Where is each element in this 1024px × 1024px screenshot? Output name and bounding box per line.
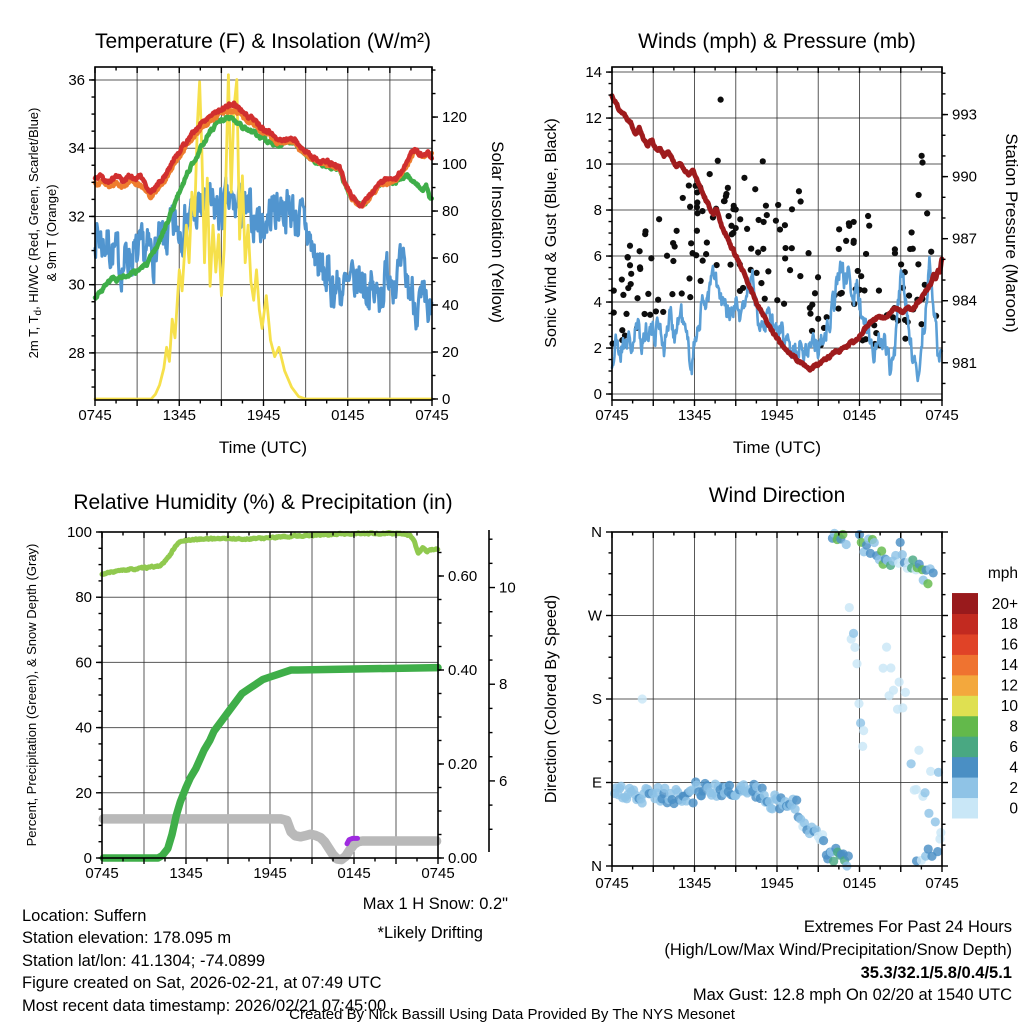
y-tick-label: 20 bbox=[442, 343, 459, 361]
gust-dot bbox=[637, 248, 643, 254]
footer-location: Location: Suffern bbox=[22, 907, 147, 925]
gust-dot bbox=[655, 297, 661, 303]
wind-direction-dot bbox=[689, 798, 698, 807]
temp-xlabel: Time (UTC) bbox=[218, 438, 308, 457]
y-tick-label: 987 bbox=[952, 230, 978, 248]
wind-direction-dot bbox=[924, 809, 933, 818]
gust-dot bbox=[627, 262, 633, 268]
gust-dot bbox=[627, 243, 633, 249]
gust-dot bbox=[835, 305, 841, 311]
y-tick-label: 100 bbox=[66, 524, 92, 541]
colorbar-label: 20+ bbox=[991, 595, 1018, 613]
colorbar-swatch bbox=[952, 695, 978, 716]
gust-dot bbox=[760, 158, 766, 164]
gust-dot bbox=[698, 278, 704, 284]
x-tick-label: 1345 bbox=[162, 407, 196, 424]
insolation-ylabel: Solar Insolation (Yellow) bbox=[488, 141, 507, 323]
y-tick-label: 8 bbox=[593, 202, 602, 220]
gust-dot bbox=[660, 309, 666, 315]
y-tick-label: 120 bbox=[442, 109, 468, 127]
wind-direction-dot bbox=[838, 530, 847, 539]
gust-dot bbox=[762, 296, 768, 302]
y-tick-label: 0 bbox=[442, 390, 451, 408]
x-tick-label: 0745 bbox=[421, 865, 455, 882]
gust-dot bbox=[756, 217, 762, 223]
extremes-title: Extremes For Past 24 Hours bbox=[803, 918, 1012, 936]
y-tick-label: 80 bbox=[442, 203, 459, 221]
gust-dot bbox=[703, 251, 709, 257]
gust-dot bbox=[723, 191, 729, 197]
gust-dot bbox=[647, 312, 653, 318]
x-tick-label: 0745 bbox=[85, 865, 119, 882]
gust-dot bbox=[796, 188, 802, 194]
y-tick-label: 993 bbox=[952, 106, 978, 124]
gust-dot bbox=[807, 305, 813, 311]
y-tick-label: 28 bbox=[68, 344, 85, 362]
rh-ylabel: Percent, Precipitation (Green), & Snow Depth (Gray) bbox=[24, 543, 39, 847]
gust-dot bbox=[731, 203, 737, 209]
gust-dot bbox=[737, 216, 743, 222]
gust-dot bbox=[648, 255, 654, 261]
extremes-subtitle: (High/Low/Max Wind/Precipitation/Snow Depth) bbox=[664, 941, 1012, 959]
gust-dot bbox=[915, 261, 921, 267]
gust-dot bbox=[892, 246, 898, 252]
y-tick-label: 60 bbox=[75, 654, 92, 672]
direction-tick-label: N bbox=[591, 524, 602, 541]
gust-dot bbox=[863, 336, 869, 342]
x-tick-label: 0745 bbox=[415, 407, 449, 424]
rh-precip-plot bbox=[67, 524, 516, 882]
x-tick-label: 0145 bbox=[337, 865, 371, 882]
gust-dot bbox=[815, 316, 821, 322]
y-tick-label: 100 bbox=[442, 156, 468, 174]
sonic-wind-ylabel: Sonic Wind & Gust (Blue, Black) bbox=[543, 118, 560, 348]
gust-dot bbox=[782, 222, 788, 228]
direction-tick-label: E bbox=[591, 774, 602, 792]
gust-dot bbox=[707, 171, 713, 177]
colorbar-swatch bbox=[952, 777, 978, 798]
wind-direction-dot bbox=[849, 629, 858, 638]
gust-dot bbox=[787, 267, 793, 273]
colorbar-label: 10 bbox=[1000, 698, 1018, 716]
gust-dot bbox=[760, 246, 766, 252]
gust-dot bbox=[916, 192, 922, 198]
gust-dot bbox=[752, 186, 758, 192]
gust-dot bbox=[687, 294, 693, 300]
colorbar-label: 0 bbox=[1009, 800, 1018, 818]
colorbar-swatch bbox=[952, 614, 978, 635]
gust-dot bbox=[789, 245, 795, 251]
y-tick-label: 0.60 bbox=[448, 567, 478, 585]
gust-dot bbox=[839, 290, 845, 296]
gust-dot bbox=[753, 270, 759, 276]
colorbar-swatch bbox=[952, 757, 978, 778]
footer-latlon: Station lat/lon: 41.1304; -74.0899 bbox=[22, 952, 266, 970]
direction-tick-label: N bbox=[591, 858, 602, 875]
gust-dot bbox=[928, 249, 934, 255]
gust-dot bbox=[664, 253, 670, 259]
gust-dot bbox=[851, 219, 857, 225]
gust-dot bbox=[765, 268, 771, 274]
wind-direction-dot bbox=[933, 847, 942, 856]
gust-dot bbox=[861, 287, 867, 293]
gust-dot bbox=[773, 218, 779, 224]
x-tick-label: 1345 bbox=[677, 407, 712, 424]
x-tick-label: 0145 bbox=[842, 875, 877, 892]
y-tick-label: 30 bbox=[68, 276, 85, 294]
gust-dot bbox=[623, 311, 629, 317]
y-tick-label: 36 bbox=[68, 71, 85, 89]
gust-dot bbox=[625, 254, 631, 260]
gust-dot bbox=[781, 301, 787, 307]
gust-dot bbox=[699, 208, 705, 214]
colorbar-swatch bbox=[952, 675, 978, 696]
wind-xlabel: Time (UTC) bbox=[732, 438, 822, 457]
gust-dot bbox=[715, 158, 721, 164]
gust-dot bbox=[688, 240, 694, 246]
gust-dot bbox=[748, 246, 754, 252]
gust-dot bbox=[700, 258, 706, 264]
gust-dot bbox=[694, 204, 700, 210]
y-tick-label: 20 bbox=[75, 784, 92, 802]
wind-direction-dot bbox=[819, 836, 828, 845]
direction-tick-label: W bbox=[587, 607, 602, 625]
colorbar-unit-label: mph bbox=[987, 565, 1018, 582]
gust-dot bbox=[672, 243, 678, 249]
gust-dot bbox=[628, 271, 634, 277]
gust-dot bbox=[858, 273, 864, 279]
wind-direction-dot bbox=[926, 767, 935, 776]
gust-dot bbox=[902, 336, 908, 342]
wind-direction-dot bbox=[882, 643, 891, 652]
gust-dot bbox=[906, 293, 912, 299]
gust-dot bbox=[815, 274, 821, 280]
gust-dot bbox=[843, 238, 849, 244]
gust-dot bbox=[680, 195, 686, 201]
gust-dot bbox=[898, 261, 904, 267]
credit-line: Created By Nick Bassill Using Data Provided By The NYS Mesonet bbox=[289, 1006, 735, 1023]
temp-insolation-plot bbox=[26, 67, 467, 424]
y-tick-label: 40 bbox=[442, 297, 459, 315]
max-snow-note: Max 1 H Snow: 0.2" bbox=[362, 895, 508, 913]
y-tick-label: 80 bbox=[75, 589, 92, 607]
wind-direction-dot bbox=[790, 805, 799, 814]
gust-dot bbox=[924, 210, 930, 216]
gust-dot bbox=[686, 275, 692, 281]
wind-direction-dot bbox=[854, 699, 863, 708]
snow-tick-label: 6 bbox=[499, 772, 508, 790]
wind-direction-dot bbox=[858, 742, 867, 751]
gust-dot bbox=[866, 223, 872, 229]
y-tick-label: 12 bbox=[585, 110, 602, 128]
colorbar-label: 6 bbox=[1009, 738, 1018, 756]
wind-direction-dot bbox=[923, 579, 932, 588]
y-tick-label: 0 bbox=[83, 850, 92, 867]
y-tick-label: 0.00 bbox=[448, 850, 478, 867]
gust-dot bbox=[855, 268, 861, 274]
gust-dot bbox=[774, 297, 780, 303]
gust-dot bbox=[755, 249, 761, 255]
gust-dot bbox=[907, 246, 913, 252]
wind-direction-dot bbox=[842, 540, 851, 549]
x-tick-label: 1345 bbox=[169, 865, 203, 882]
snow-tick-label: 10 bbox=[499, 579, 516, 597]
colorbar-label: 2 bbox=[1009, 779, 1018, 797]
gust-dot bbox=[642, 228, 648, 234]
wind-direction-dot bbox=[936, 828, 945, 837]
x-tick-label: 0145 bbox=[842, 407, 877, 424]
wind-direction-dot bbox=[638, 798, 647, 807]
x-tick-label: 0745 bbox=[595, 407, 629, 424]
gust-dot bbox=[863, 251, 869, 257]
x-tick-label: 0745 bbox=[925, 407, 959, 424]
series-precipitation-green bbox=[103, 668, 438, 858]
wind-direction-dot bbox=[638, 694, 647, 703]
gust-dot bbox=[634, 295, 640, 301]
gust-dot bbox=[741, 175, 747, 181]
gust-dot bbox=[729, 231, 735, 237]
wind-direction-dot bbox=[889, 686, 898, 695]
y-tick-label: 2 bbox=[593, 340, 602, 358]
snow-tick-label: 8 bbox=[499, 676, 508, 694]
gust-dot bbox=[805, 250, 811, 256]
gust-dot bbox=[737, 288, 743, 294]
y-tick-label: 34 bbox=[68, 140, 85, 158]
colorbar-swatch bbox=[952, 716, 978, 737]
wind-direction-plot bbox=[588, 524, 1019, 892]
footer-created: Figure created on Sat, 2026-02-21, at 07:49 UTC bbox=[22, 974, 382, 992]
colorbar-swatch bbox=[952, 593, 978, 614]
footer-elevation: Station elevation: 178.095 m bbox=[22, 929, 232, 947]
gust-dot bbox=[620, 292, 626, 298]
y-tick-label: 981 bbox=[952, 354, 978, 372]
max-gust-dot bbox=[718, 97, 724, 103]
gust-dot bbox=[764, 212, 770, 218]
colorbar-label: 4 bbox=[1009, 759, 1018, 777]
x-tick-label: 1945 bbox=[760, 875, 794, 892]
gust-dot bbox=[727, 262, 733, 268]
y-tick-label: 10 bbox=[585, 156, 602, 174]
gust-dot bbox=[619, 327, 625, 333]
wind-direction-dot bbox=[844, 851, 853, 860]
y-tick-label: 0.40 bbox=[448, 661, 478, 679]
x-tick-label: 1345 bbox=[677, 875, 712, 892]
gust-dot bbox=[744, 226, 750, 232]
x-tick-label: 0745 bbox=[925, 875, 959, 892]
wind-chart-title: Winds (mph) & Pressure (mb) bbox=[638, 30, 916, 53]
wind-direction-dot bbox=[725, 781, 734, 790]
gust-dot bbox=[656, 216, 662, 222]
x-tick-label: 1945 bbox=[246, 407, 281, 424]
x-tick-label: 0745 bbox=[78, 407, 112, 424]
gust-dot bbox=[909, 229, 915, 235]
x-tick-label: 1945 bbox=[760, 407, 794, 424]
gust-dot bbox=[669, 291, 675, 297]
x-tick-label: 1945 bbox=[253, 865, 287, 882]
gust-dot bbox=[619, 276, 625, 282]
gust-dot bbox=[919, 153, 925, 159]
pressure-ylabel: Station Pressure (Maroon) bbox=[1002, 133, 1021, 333]
direction-tick-label: S bbox=[591, 691, 602, 708]
y-tick-label: 0.20 bbox=[448, 755, 478, 773]
temp-chart-title: Temperature (F) & Insolation (W/m²) bbox=[94, 30, 432, 53]
gust-dot bbox=[679, 290, 685, 296]
gust-dot bbox=[789, 206, 795, 212]
colorbar-swatch bbox=[952, 634, 978, 655]
wind-direction-title: Wind Direction bbox=[708, 484, 846, 507]
wind-direction-dot bbox=[907, 759, 916, 768]
wind-direction-dot bbox=[845, 603, 854, 612]
wind-direction-dot bbox=[929, 568, 938, 577]
gust-dot bbox=[670, 258, 676, 264]
temp-ylabel-line2: & 9m T (Orange) bbox=[44, 184, 59, 282]
gust-dot bbox=[797, 273, 803, 279]
footer-timestamp: Most recent data timestamp: 2026/02/21 07:45:00 bbox=[22, 997, 387, 1015]
gust-dot bbox=[641, 311, 647, 317]
y-tick-label: 14 bbox=[585, 64, 602, 82]
likely-drifting-note: *Likely Drifting bbox=[377, 924, 483, 942]
gust-dot bbox=[850, 240, 856, 246]
gust-dot bbox=[674, 228, 680, 234]
x-tick-label: 0745 bbox=[595, 875, 629, 892]
y-tick-label: 32 bbox=[68, 208, 85, 226]
gust-dot bbox=[918, 321, 924, 327]
wind-direction-dot bbox=[870, 538, 879, 547]
y-tick-label: 0 bbox=[593, 386, 602, 404]
gust-dot bbox=[782, 245, 788, 251]
y-tick-label: 990 bbox=[952, 168, 978, 186]
gust-dot bbox=[694, 228, 700, 234]
gust-dot bbox=[777, 226, 783, 232]
gust-dot bbox=[919, 159, 925, 165]
wind-direction-dot bbox=[901, 688, 910, 697]
gust-dot bbox=[807, 311, 813, 317]
colorbar-label: 14 bbox=[1000, 657, 1018, 675]
gust-dot bbox=[758, 280, 764, 286]
gust-dot bbox=[687, 204, 693, 210]
gust-dot bbox=[645, 291, 651, 297]
wind-direction-dot bbox=[912, 785, 921, 794]
y-tick-label: 984 bbox=[952, 292, 978, 310]
y-tick-label: 40 bbox=[75, 719, 92, 737]
y-tick-label: 6 bbox=[593, 248, 602, 266]
wind-direction-dot bbox=[886, 663, 895, 672]
gust-dot bbox=[812, 290, 818, 296]
colorbar-label: 8 bbox=[1009, 718, 1018, 736]
colorbar-label: 18 bbox=[1000, 616, 1018, 634]
gust-dot bbox=[763, 203, 769, 209]
wind-direction-dot bbox=[859, 726, 868, 735]
gust-dot bbox=[836, 226, 842, 232]
gust-dot bbox=[653, 308, 659, 314]
wind-direction-dot bbox=[898, 703, 907, 712]
gust-dot bbox=[686, 182, 692, 188]
gust-dot bbox=[728, 223, 734, 229]
wind-direction-dot bbox=[896, 538, 905, 547]
temp-ylabel-line1: 2m T, $T_d$, HI/WC (Red, Green, Scarlet/Blue) bbox=[26, 107, 44, 359]
gust-dot bbox=[726, 213, 732, 219]
y-tick-label: 60 bbox=[442, 250, 459, 268]
wind-direction-dot bbox=[920, 788, 929, 797]
gust-dot bbox=[693, 252, 699, 258]
wind-direction-dot bbox=[898, 550, 907, 559]
colorbar-label: 16 bbox=[1000, 636, 1018, 654]
gust-dot bbox=[721, 198, 727, 204]
gust-dot bbox=[798, 198, 804, 204]
wind-direction-dot bbox=[850, 643, 859, 652]
wind-direction-dot bbox=[852, 659, 861, 668]
wind-direction-dot bbox=[895, 677, 904, 686]
max-gust-note: Max Gust: 12.8 mph On 02/20 at 1540 UTC bbox=[692, 986, 1012, 1004]
wind-direction-dot bbox=[931, 817, 940, 826]
colorbar-swatch bbox=[952, 736, 978, 757]
gust-dot bbox=[628, 281, 634, 287]
gust-dot bbox=[704, 239, 710, 245]
gust-dot bbox=[725, 185, 731, 191]
colorbar-label: 12 bbox=[1000, 677, 1018, 695]
direction-ylabel: Direction (Colored By Speed) bbox=[543, 594, 560, 804]
wind-direction-dot bbox=[792, 795, 801, 804]
gust-dot bbox=[637, 266, 643, 272]
extremes-values: 35.3/32.1/5.8/0.4/5.1 bbox=[860, 964, 1012, 982]
gust-dot bbox=[876, 288, 882, 294]
wind-pressure-plot bbox=[585, 64, 977, 424]
colorbar-swatch bbox=[952, 798, 978, 819]
x-tick-label: 0145 bbox=[331, 407, 365, 424]
gust-dot bbox=[775, 202, 781, 208]
gust-dot bbox=[714, 262, 720, 268]
wind-direction-dot bbox=[617, 782, 626, 791]
rh-chart-title: Relative Humidity (%) & Precipitation (in) bbox=[73, 491, 453, 514]
gust-dot bbox=[782, 255, 788, 261]
wind-direction-dot bbox=[914, 746, 923, 755]
gust-dot bbox=[865, 213, 871, 219]
gust-dot bbox=[836, 246, 842, 252]
colorbar-swatch bbox=[952, 654, 978, 675]
y-tick-label: 4 bbox=[593, 294, 602, 312]
wind-direction-dot bbox=[877, 546, 886, 555]
